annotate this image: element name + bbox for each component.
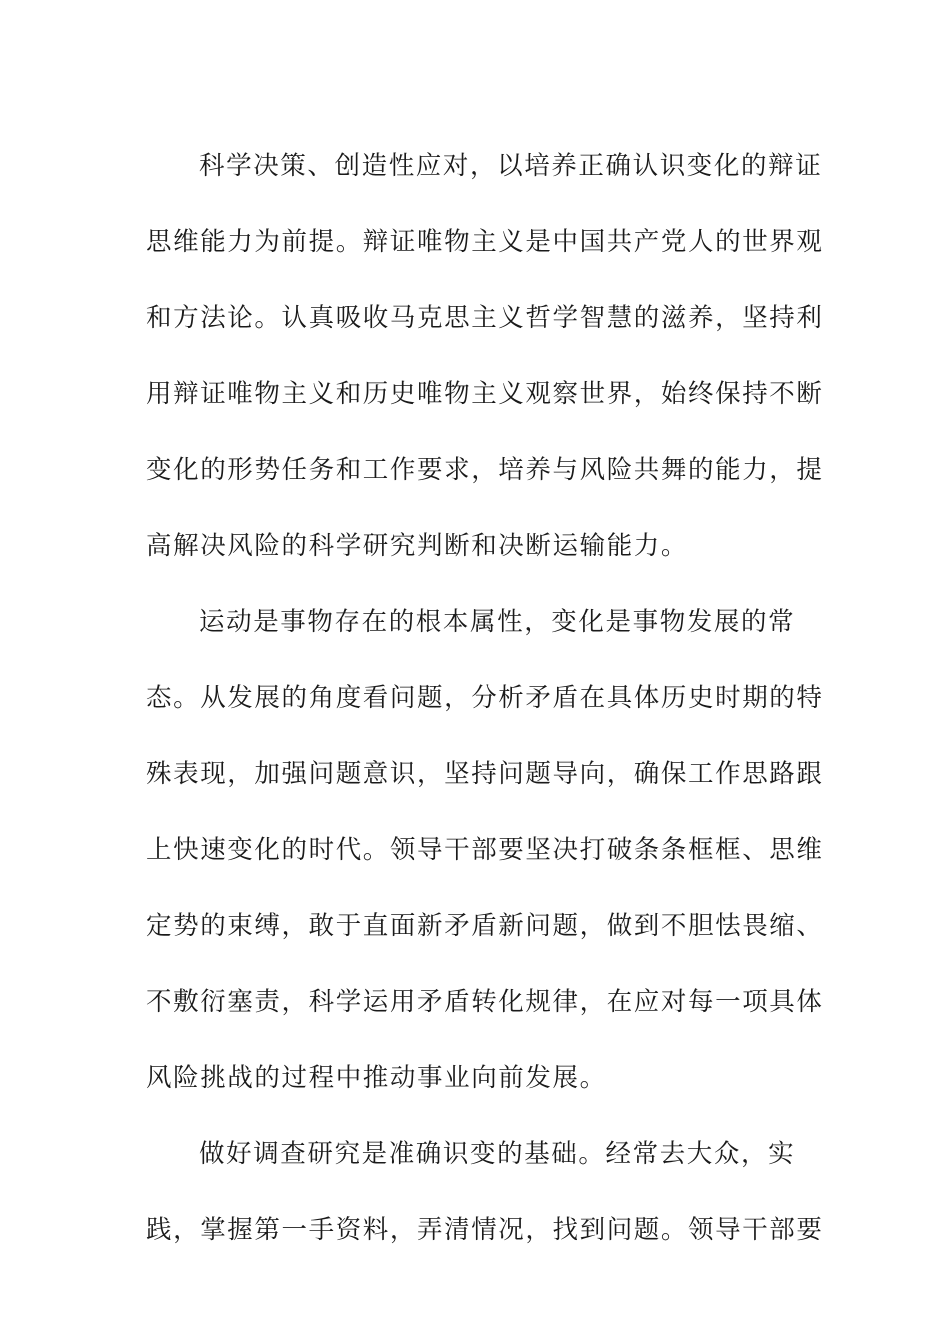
paragraph-line: 高解决风险的科学研究判断和决断运输能力。 bbox=[146, 531, 689, 561]
paragraph-3 bbox=[146, 1116, 824, 1268]
paragraph-line: 定势的束缚，敢于直面新矛盾新问题，做到不胆怯畏缩、 bbox=[146, 911, 824, 941]
paragraph-line: 践，掌握第一手资料，弄清情况，找到问题。领导干部要 bbox=[146, 1215, 824, 1245]
paragraph-line: 上快速变化的时代。领导干部要坚决打破条条框框、思维 bbox=[146, 835, 824, 865]
paragraph-line: 运动是事物存在的根本属性，变化是事物发展的常 bbox=[199, 607, 796, 637]
paragraph-line: 用辩证唯物主义和历史唯物主义观察世界，始终保持不断 bbox=[146, 379, 824, 409]
paragraph-line: 风险挑战的过程中推动事业向前发展。 bbox=[146, 1063, 607, 1093]
paragraph-line: 殊表现，加强问题意识，坚持问题导向，确保工作思路跟 bbox=[146, 759, 824, 789]
paragraph-line: 和方法论。认真吸收马克思主义哲学智慧的滋养，坚持利 bbox=[146, 303, 824, 333]
document-body bbox=[146, 128, 824, 1268]
paragraph-line: 变化的形势任务和工作要求，培养与风险共舞的能力，提 bbox=[146, 455, 824, 485]
paragraph-line: 不敷衍塞责，科学运用矛盾转化规律，在应对每一项具体 bbox=[146, 987, 824, 1017]
paragraph-2 bbox=[146, 584, 824, 1116]
paragraph-line: 科学决策、创造性应对，以培养正确认识变化的辩证 bbox=[199, 151, 823, 181]
paragraph-line: 思维能力为前提。辩证唯物主义是中国共产党人的世界观 bbox=[146, 227, 824, 257]
paragraph-1 bbox=[146, 128, 824, 584]
paragraph-line: 态。从发展的角度看问题，分析矛盾在具体历史时期的特 bbox=[146, 683, 824, 713]
paragraph-line: 做好调查研究是准确识变的基础。经常去大众，实 bbox=[199, 1139, 796, 1169]
